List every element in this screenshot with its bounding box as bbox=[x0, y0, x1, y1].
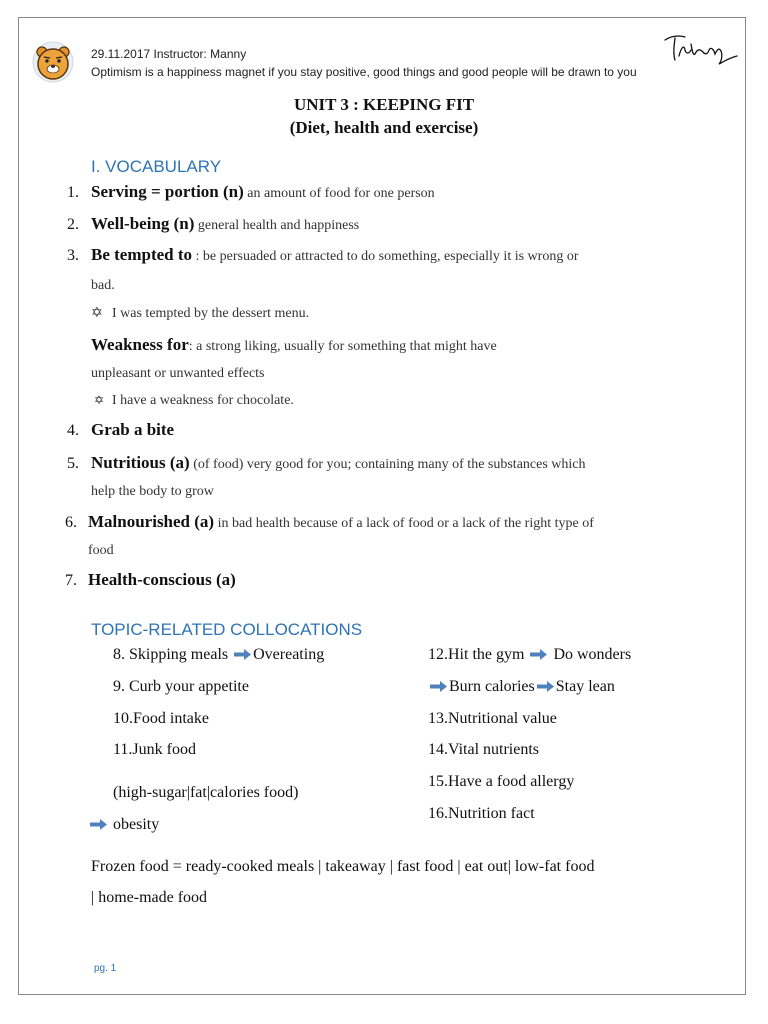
collocation-text: Overeating bbox=[253, 646, 325, 663]
vocab-item-well-being bbox=[91, 214, 359, 234]
collocations-heading: TOPIC-RELATED COLLOCATIONS bbox=[91, 620, 363, 639]
collocation-8 bbox=[113, 646, 324, 664]
vocab-definition: general health and happiness bbox=[194, 218, 360, 233]
collocation-text: Stay lean bbox=[555, 678, 615, 695]
vocab-definition: in bad health because of a lack of food or a lack of the right type of bbox=[214, 516, 594, 531]
example-sentence: I have a weakness for chocolate. bbox=[112, 393, 294, 408]
vocab-definition: : be persuaded or attracted to do something, especially it is wrong or bbox=[192, 249, 579, 264]
example-sentence: I was tempted by the dessert menu. bbox=[112, 306, 310, 321]
vocabulary-heading: I. VOCABULARY bbox=[91, 157, 222, 176]
frozen-food-line: Frozen food = ready-cooked meals | takeaway | fast food | eat out| low-fat food bbox=[91, 858, 595, 875]
collocation-text: obesity bbox=[109, 816, 160, 833]
vocab-term: Be tempted to bbox=[91, 245, 193, 264]
example-bullet-icon: ✡ bbox=[91, 306, 103, 321]
header-date-instructor: 29.11.2017 Instructor: Manny bbox=[91, 47, 247, 61]
vocab-definition-cont: help the body to grow bbox=[91, 484, 214, 499]
vocab-item-serving bbox=[91, 182, 435, 202]
item-number: 6. bbox=[65, 514, 77, 531]
right-arrow-icon bbox=[537, 681, 554, 692]
item-number: 1. bbox=[67, 184, 79, 201]
vocab-definition: : a strong liking, usually for something that might have bbox=[188, 339, 497, 354]
collocation-9: 9. Curb your appetite bbox=[113, 678, 249, 695]
lion-avatar-icon bbox=[32, 41, 74, 83]
right-arrow-icon bbox=[234, 649, 251, 660]
frozen-food-line-cont: | home-made food bbox=[91, 889, 208, 906]
vocab-term: Grab a bite bbox=[91, 420, 175, 439]
vocab-term: Weakness for bbox=[91, 335, 189, 354]
example-bullet-icon: ✡ bbox=[94, 393, 105, 407]
unit-subtitle: (Diet, health and exercise) bbox=[289, 118, 479, 137]
item-number: 3. bbox=[67, 247, 79, 264]
vocab-definition: an amount of food for one person bbox=[243, 186, 435, 201]
collocation-12-cont bbox=[428, 678, 615, 696]
collocation-text: Burn calories bbox=[449, 678, 535, 695]
signature-icon bbox=[661, 32, 741, 70]
item-number: 4. bbox=[67, 422, 79, 439]
right-arrow-icon bbox=[530, 649, 547, 660]
vocab-term: Health-conscious (a) bbox=[88, 570, 236, 589]
collocation-text: Do wonders bbox=[549, 646, 632, 663]
vocab-term: Nutritious (a) bbox=[91, 453, 190, 472]
collocation-11-note: (high-sugar|fat|calories food) bbox=[113, 784, 299, 801]
vocab-term: Serving = portion (n) bbox=[91, 182, 244, 201]
item-number: 2. bbox=[67, 216, 79, 233]
collocation-15: 15.Have a food allergy bbox=[428, 773, 575, 790]
right-arrow-icon bbox=[90, 819, 107, 830]
vocab-term: Well-being (n) bbox=[91, 214, 195, 233]
collocation-10: 10.Food intake bbox=[113, 710, 209, 727]
vocab-item-tempted bbox=[91, 245, 578, 265]
header-quote: Optimism is a happiness magnet if you stay positive, good things and good people will be drawn to you bbox=[91, 65, 637, 79]
vocab-definition-cont: bad. bbox=[91, 278, 115, 293]
collocation-obesity bbox=[88, 816, 159, 834]
vocab-item-nutritious bbox=[91, 453, 586, 473]
item-number: 5. bbox=[67, 455, 79, 472]
collocation-16: 16.Nutrition fact bbox=[428, 805, 535, 822]
right-arrow-icon bbox=[430, 681, 447, 692]
vocab-definition: (of food) very good for you; containing many of the substances which bbox=[189, 457, 586, 472]
unit-title: UNIT 3 : KEEPING FIT bbox=[293, 95, 475, 114]
collocation-14: 14.Vital nutrients bbox=[428, 741, 540, 758]
vocab-item-weakness bbox=[91, 335, 497, 355]
item-number: 7. bbox=[65, 572, 77, 589]
collocation-12 bbox=[428, 646, 631, 664]
vocab-item-malnourished bbox=[88, 512, 594, 532]
collocation-11: 11.Junk food bbox=[113, 741, 196, 758]
vocab-term: Malnourished (a) bbox=[88, 512, 215, 531]
collocation-text: 12.Hit the gym bbox=[428, 646, 529, 663]
vocab-definition-cont: food bbox=[88, 543, 114, 558]
collocation-text: 8. Skipping meals bbox=[113, 646, 233, 663]
page-number: pg. 1 bbox=[94, 963, 117, 974]
collocation-13: 13.Nutritional value bbox=[428, 710, 557, 727]
vocab-definition-cont: unpleasant or unwanted effects bbox=[91, 366, 265, 381]
